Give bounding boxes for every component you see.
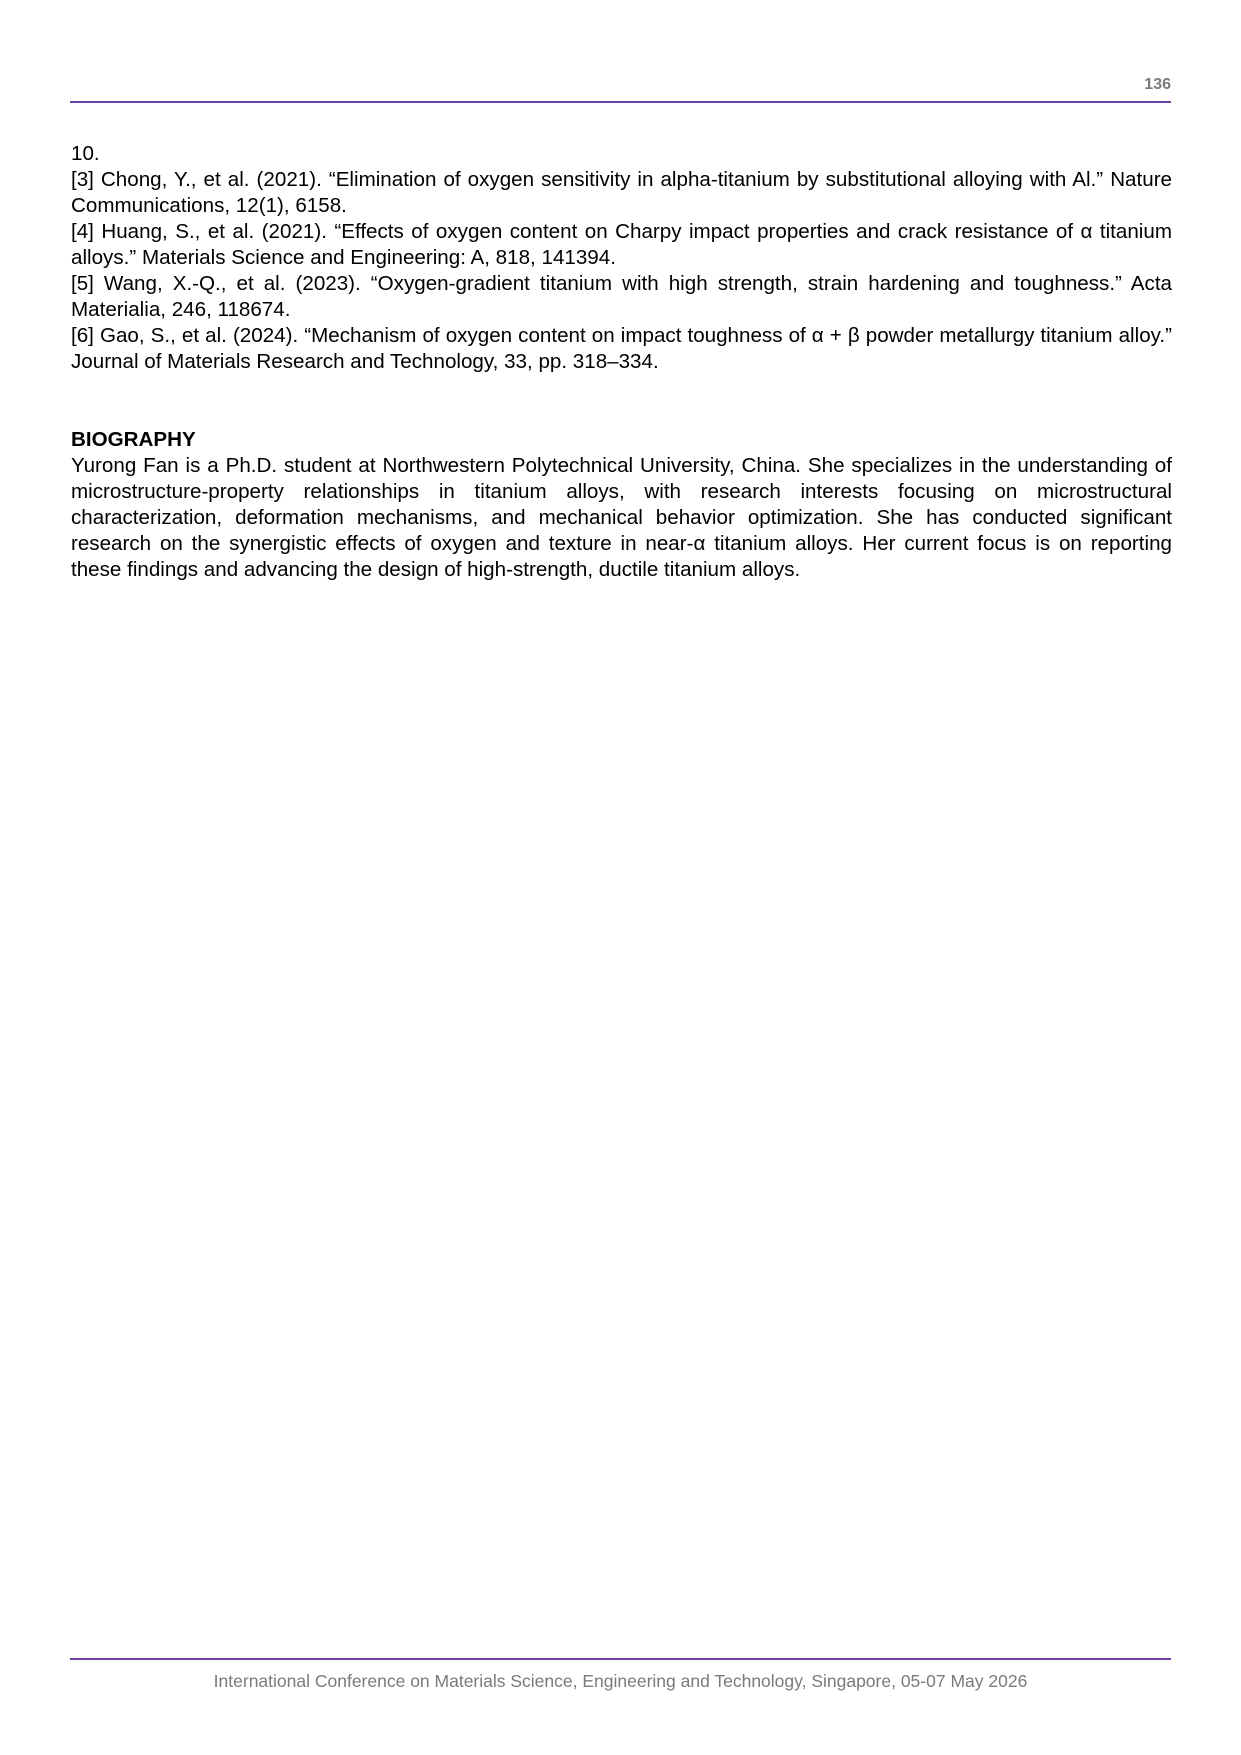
header-rule	[70, 101, 1171, 103]
reference-item: [3] Chong, Y., et al. (2021). “Elimination of oxygen sensitivity in alpha-titanium by substitutional alloying with Al.” Nature Communications, 12(1), 6158.	[71, 168, 1172, 217]
page-number: 136	[1144, 76, 1171, 93]
biography-text: Yurong Fan is a Ph.D. student at Northwestern Polytechnical University, China. She specializes in the understanding of microstructure-property relationships in titanium alloys, with research interests focusing on microstructural characterization, deformation mechanisms, and mechanical behavior optimization. She has conducted significant research on the synergistic effects of oxygen and texture in near-α titanium alloys. Her current focus is on reporting these findings and advancing the design of high-strength, ductile titanium alloys.	[71, 454, 1172, 581]
page-content	[71, 141, 1172, 583]
footer-rule	[70, 1658, 1171, 1660]
reference-item: 10.	[71, 142, 100, 165]
reference-item: [6] Gao, S., et al. (2024). “Mechanism of oxygen content on impact toughness of α + β powder metallurgy titanium alloy.” Journal of Materials Research and Technology, 33, pp. 318–334.	[71, 324, 1172, 373]
reference-item: [5] Wang, X.-Q., et al. (2023). “Oxygen-gradient titanium with high strength, strain hardening and toughness.” Acta Materialia, 246, 118674.	[71, 272, 1172, 321]
reference-list	[71, 141, 1172, 375]
footer-text: International Conference on Materials Science, Engineering and Technology, Singapore, 05-07 May 2026	[213, 1671, 1028, 1691]
biography-heading: BIOGRAPHY	[71, 428, 196, 451]
reference-item: [4] Huang, S., et al. (2021). “Effects of oxygen content on Charpy impact properties and crack resistance of α titanium alloys.” Materials Science and Engineering: A, 818, 141394.	[71, 220, 1172, 269]
